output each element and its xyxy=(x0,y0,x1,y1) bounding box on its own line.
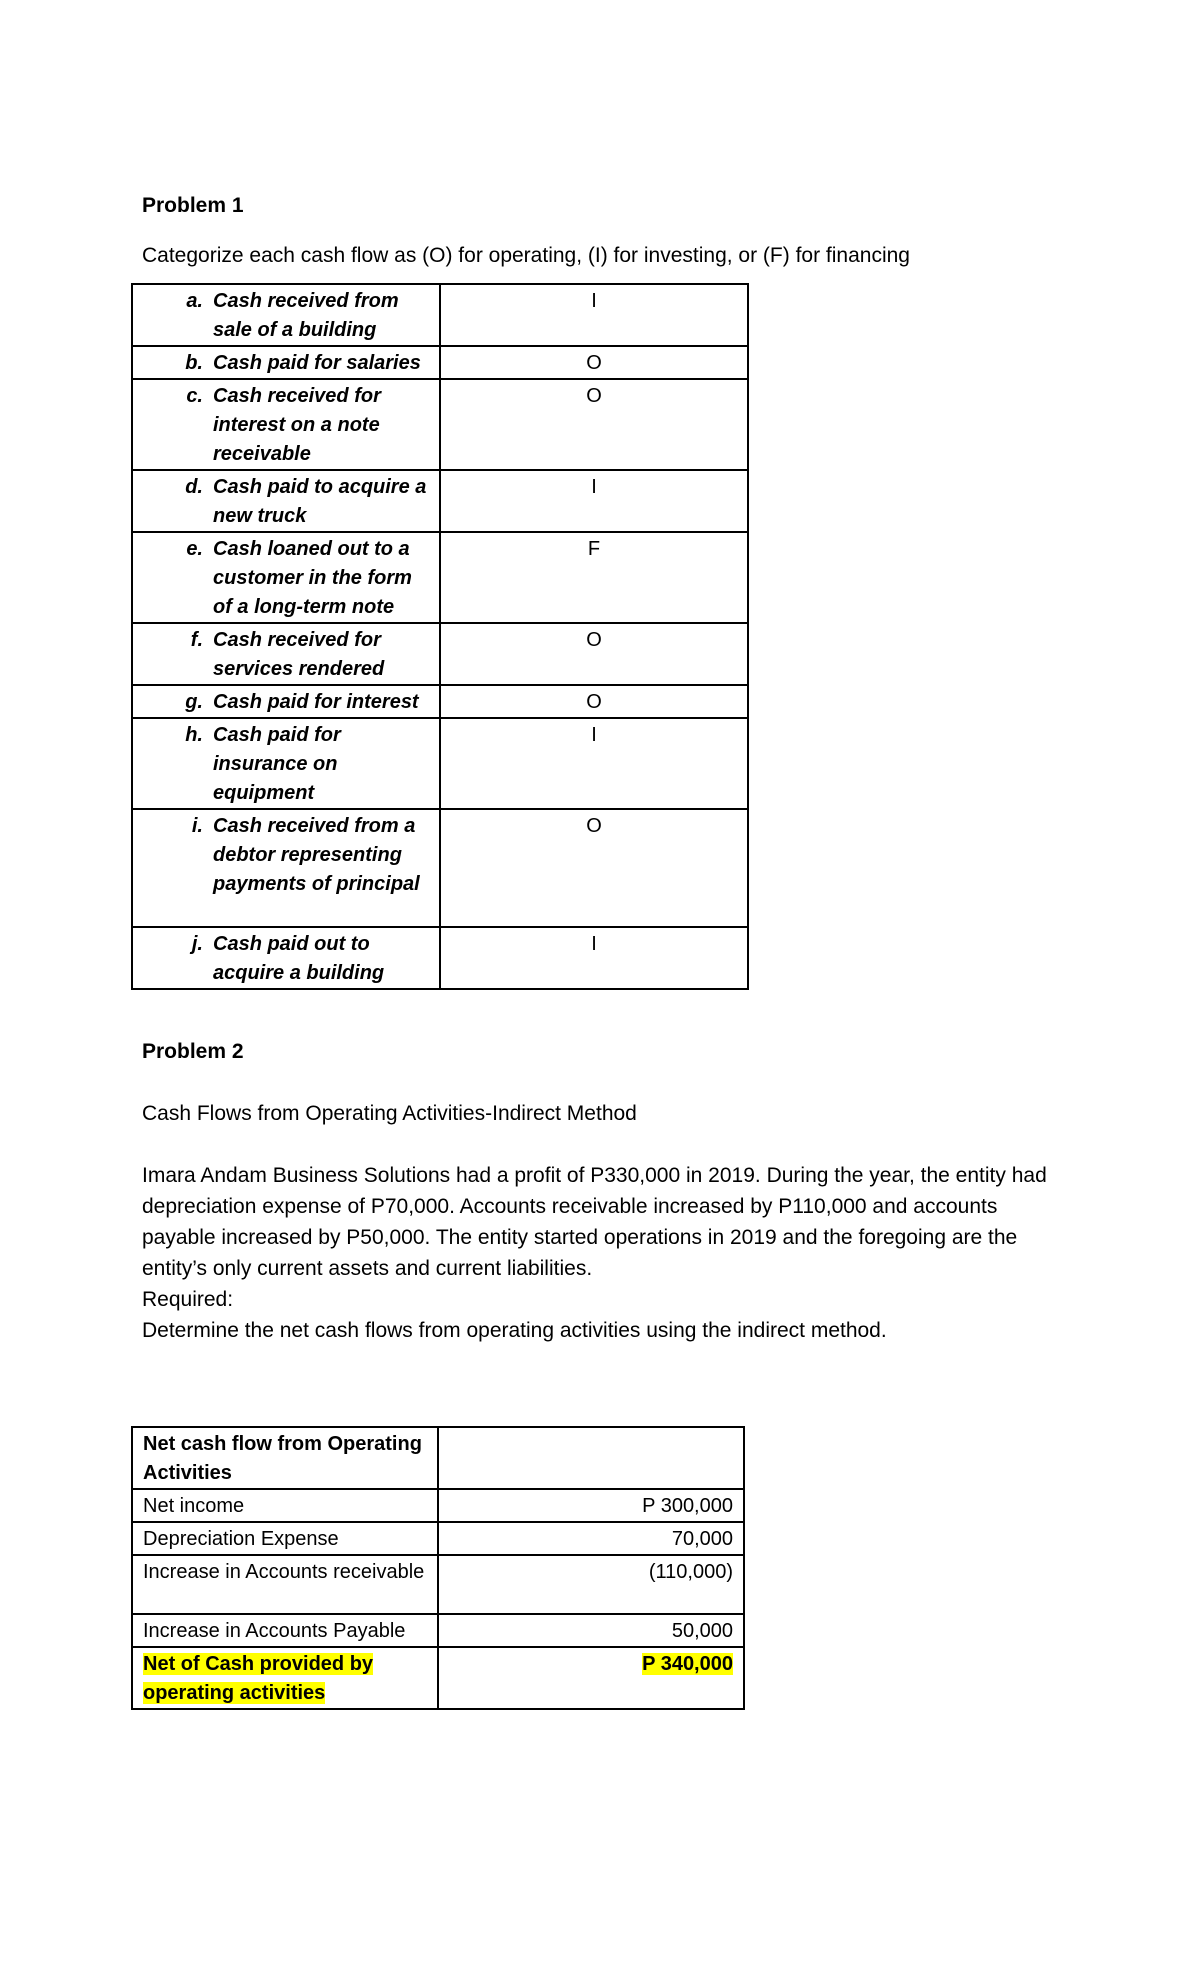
row-letter: g. xyxy=(185,691,203,713)
net-income-label: Net income xyxy=(132,1489,438,1522)
ap-increase-value: 50,000 xyxy=(438,1614,744,1647)
total-value-cell xyxy=(438,1647,744,1709)
row-text: Cash received from sale of a building xyxy=(213,290,399,341)
row-letter: e. xyxy=(186,538,203,560)
row-answer: O xyxy=(586,352,602,374)
ar-increase-label: Increase in Accounts receivable xyxy=(132,1555,438,1614)
total-cell xyxy=(132,1647,438,1709)
table-row xyxy=(132,1555,744,1614)
row-answer: I xyxy=(591,476,597,498)
table-row xyxy=(132,1614,744,1647)
depreciation-label: Depreciation Expense xyxy=(132,1522,438,1555)
row-answer: F xyxy=(587,538,601,560)
row-answer: I xyxy=(591,724,597,746)
total-label: Net of Cash provided by operating activities xyxy=(143,1653,374,1704)
table-header-label: Net cash flow from Operating Activities xyxy=(132,1427,438,1489)
table-row xyxy=(132,623,748,685)
row-text: Cash paid for interest xyxy=(213,691,419,713)
depreciation-value: 70,000 xyxy=(438,1522,744,1555)
ap-increase-label: Increase in Accounts Payable xyxy=(132,1614,438,1647)
row-letter: i. xyxy=(191,815,203,837)
table-row xyxy=(132,470,748,532)
row-text: Cash paid for insurance on equipment xyxy=(213,724,341,804)
problem2-paragraph: Imara Andam Business Solutions had a profit of P330,000 in 2019. During the year, the entity had depreciation expense of P70,000. Accounts receivable increased by P110,000 and accounts payable increased by P50,000. The entity started operations in 2019 and the foregoing are the entity’s only current assets and current liabilities. xyxy=(142,1164,1047,1280)
table-row xyxy=(132,284,748,346)
table-row xyxy=(132,927,748,989)
problem1-title: Problem 1 xyxy=(142,194,244,217)
row-answer: O xyxy=(586,385,602,407)
required-text: Determine the net cash flows from operating activities using the indirect method. xyxy=(142,1319,887,1342)
problem2-subtitle: Cash Flows from Operating Activities-Indirect Method xyxy=(142,1102,637,1125)
row-text: Cash paid out to acquire a building xyxy=(213,933,385,984)
cash-flow-categorization-table xyxy=(131,283,749,990)
table-row xyxy=(132,1489,744,1522)
row-answer: I xyxy=(591,933,597,955)
ar-increase-value: (110,000) xyxy=(438,1555,744,1614)
table-row xyxy=(132,346,748,379)
row-answer: O xyxy=(586,815,602,837)
row-answer: I xyxy=(591,290,597,312)
operating-activities-table xyxy=(131,1426,745,1710)
table-row xyxy=(132,532,748,623)
row-answer: O xyxy=(586,629,602,651)
row-answer: O xyxy=(586,691,602,713)
row-text: Cash loaned out to a customer in the form of a long-term note xyxy=(213,538,412,618)
row-letter: d. xyxy=(185,476,203,498)
problem2-title: Problem 2 xyxy=(142,1040,244,1063)
row-text: Cash received for interest on a note receivable xyxy=(213,385,381,465)
row-text: Cash received from a debtor representing payments of principal xyxy=(213,815,420,895)
row-letter: f. xyxy=(190,629,203,651)
table-row xyxy=(132,718,748,809)
table-header-value xyxy=(438,1427,744,1489)
row-letter: h. xyxy=(185,724,203,746)
table-row xyxy=(132,685,748,718)
row-text: Cash paid to acquire a new truck xyxy=(213,476,427,527)
table-row xyxy=(132,809,748,927)
required-label: Required: xyxy=(142,1288,234,1311)
row-letter: j. xyxy=(191,933,203,955)
table-row xyxy=(132,1427,744,1489)
table-row xyxy=(132,379,748,470)
table-row xyxy=(132,1522,744,1555)
row-letter: b. xyxy=(185,352,203,374)
table-row xyxy=(132,1647,744,1709)
row-text: Cash received for services rendered xyxy=(213,629,385,680)
net-income-value: P 300,000 xyxy=(438,1489,744,1522)
problem1-instruction: Categorize each cash flow as (O) for operating, (I) for investing, or (F) for financing xyxy=(142,244,910,267)
row-text: Cash paid for salaries xyxy=(213,352,421,374)
row-letter: a. xyxy=(186,290,203,312)
total-value: P 340,000 xyxy=(642,1653,733,1675)
row-letter: c. xyxy=(186,385,203,407)
